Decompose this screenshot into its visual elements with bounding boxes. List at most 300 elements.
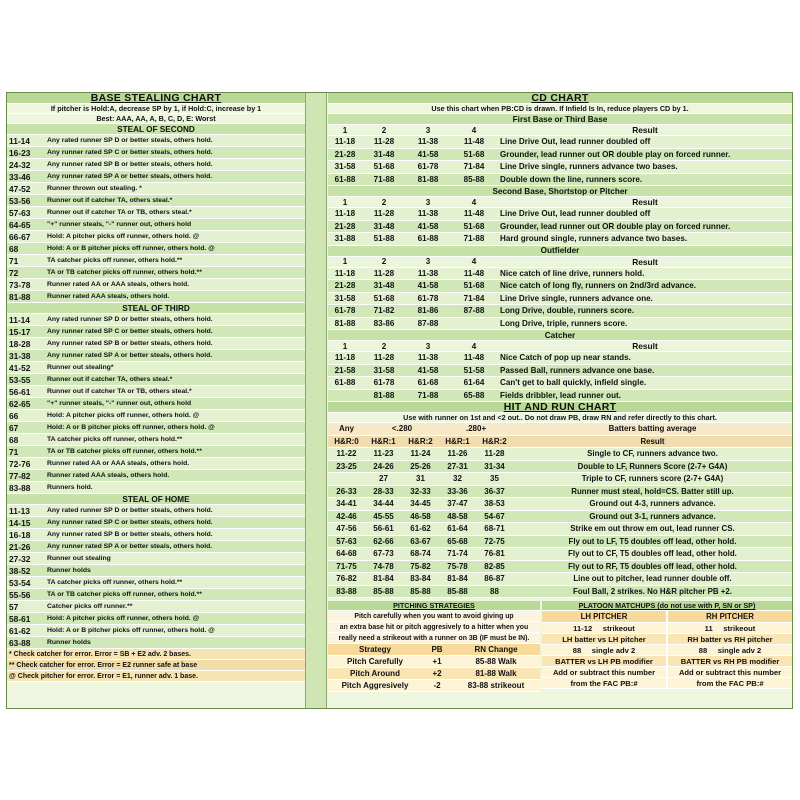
- lh-pitcher-label: LH PITCHER: [580, 612, 628, 621]
- rh-pitcher-label: RH PITCHER: [706, 612, 754, 621]
- cd-col-header: 4: [471, 257, 477, 266]
- cd-col-header: 4: [471, 341, 477, 351]
- pitching-text-2: an extra base hit or pitch aggresively to a hitter when you: [328, 622, 540, 633]
- pitching-strategy: Pitch Carefully: [346, 657, 403, 666]
- cd-result: Passed Ball, runners advance one base.: [500, 365, 655, 375]
- hr-cell: 71-75: [336, 561, 357, 571]
- cd-col-header: 2: [381, 257, 387, 266]
- platoon-headers: [542, 611, 792, 623]
- cd-cell: 11-38: [417, 137, 439, 147]
- steal-row: [7, 279, 305, 291]
- hr-cell: 34-44: [373, 499, 394, 509]
- cd-cell: 51-68: [373, 293, 395, 303]
- cd-cell: 81-88: [417, 174, 439, 184]
- cd-cell: 11-38: [417, 353, 439, 363]
- right-column: [328, 93, 792, 708]
- steal-result: Runner thrown out stealing. *: [47, 185, 142, 192]
- steal-row: [7, 410, 305, 422]
- pitching-header-strategy: Strategy: [358, 645, 391, 654]
- cd-cell: 61-78: [417, 162, 439, 172]
- hr-cell: 45-55: [373, 511, 394, 521]
- steal-row: [7, 171, 305, 183]
- cd-cell: 51-58: [463, 365, 485, 375]
- steal-row: [7, 231, 305, 243]
- hr-cell: 56-61: [373, 524, 394, 534]
- hr-cell: 27-31: [447, 461, 468, 471]
- pitching-rn-change: 81-88 Walk: [475, 669, 517, 678]
- pitching-rn-change: 83-88 strikeout: [467, 681, 525, 690]
- steal-result: Runner out stealing*: [47, 364, 114, 371]
- steal-result: Any rated runner SP D or better steals, others hold.: [47, 137, 213, 144]
- cd-col-header: 3: [425, 197, 431, 207]
- roll-range: 55-56: [9, 589, 31, 600]
- roll-range: 73-78: [9, 279, 31, 290]
- pitching-strategy: Pitch Around: [350, 669, 400, 678]
- pitching-title: PITCHING STRATEGIES: [328, 601, 540, 611]
- steal-result: Hold: A pitcher picks off runner, others hold. @: [47, 615, 200, 622]
- hr-result: Fly out to LF, T5 doubles off lead, other hold.: [568, 536, 737, 546]
- pitching-text-3: really need a strikeout with a runner on 3B (IF must be IN).: [328, 633, 540, 644]
- roll-range: 64-65: [9, 219, 31, 230]
- hr-cell: 83-88: [336, 586, 357, 596]
- steal-row: [7, 553, 305, 565]
- cd-cell: 11-48: [463, 209, 485, 219]
- strategy-chart-sheet: [6, 92, 793, 709]
- cd-cell: 31-48: [373, 221, 395, 231]
- roll-range: 58-61: [9, 613, 31, 624]
- footnote-single: * Check catcher for error. Error = SB + E2 adv. 2 bases.: [7, 649, 305, 660]
- steal-result: Any runner rated SP C or better steals, others hold.: [47, 328, 213, 335]
- cd-chart-table: [328, 114, 792, 402]
- cd-result-header: Result: [632, 125, 658, 135]
- steal-row: [7, 338, 305, 350]
- steal-row: [7, 422, 305, 434]
- base-stealing-subtitle: If pitcher is Hold:A, decrease SP by 1, if Hold:C, increase by 1: [7, 104, 305, 114]
- rh-modifier: BATTER vs RH PB modifier: [680, 656, 780, 666]
- roll-range: 72: [9, 267, 19, 278]
- cd-row: [328, 221, 792, 234]
- cd-cell: 11-48: [463, 353, 485, 363]
- cd-cell: 11-18: [334, 137, 356, 147]
- cd-row: [328, 305, 792, 318]
- cd-column-headers: [328, 125, 792, 136]
- cd-row: [328, 174, 792, 187]
- cd-cell: 85-88: [463, 174, 485, 184]
- hr-cell: 62-66: [373, 536, 394, 546]
- cd-row: [328, 161, 792, 174]
- cd-col-header: 1: [342, 197, 348, 207]
- steal-result: Runner out if catcher TA, others steal.*: [47, 197, 173, 204]
- rh-from-fac: from the FAC PB:#: [696, 678, 764, 688]
- hr-cell: 85-88: [373, 586, 394, 596]
- cd-cell: 41-58: [417, 365, 439, 375]
- platoon-row-2: [542, 634, 792, 645]
- hr-result: Single to CF, runners advance two.: [587, 449, 718, 459]
- steal-row: [7, 565, 305, 577]
- roll-range: 71: [9, 446, 19, 457]
- roll-range: 56-61: [9, 386, 31, 397]
- hr-cell: 23-25: [336, 461, 357, 471]
- cd-cell: 61-88: [334, 174, 356, 184]
- roll-range: 24-32: [9, 159, 31, 170]
- cd-cell: 61-78: [373, 378, 395, 388]
- hr-result: Runner must steal, hold=CS. Batter still up.: [571, 486, 734, 496]
- steal-second-rows: [7, 135, 305, 303]
- steal-row: [7, 219, 305, 231]
- steal-row: [7, 398, 305, 410]
- steal-result: Any runner rated SP A or better steals, others hold.: [47, 352, 213, 359]
- hr-header-4: H&R:2: [482, 436, 507, 446]
- cd-cell: 51-68: [463, 281, 485, 291]
- roll-range: 62-65: [9, 398, 31, 409]
- roll-range: 71: [9, 255, 19, 266]
- cd-col-header: 2: [381, 125, 387, 135]
- pitching-row: [328, 668, 540, 680]
- steal-row: [7, 350, 305, 362]
- cd-cell: 61-78: [417, 293, 439, 303]
- hr-cell: 65-68: [447, 536, 468, 546]
- cd-cell: 51-68: [463, 221, 485, 231]
- steal-result: Runner rated AA or AAA steals, others hold.: [47, 281, 190, 288]
- steal-row: [7, 326, 305, 338]
- pitching-row: [328, 680, 540, 692]
- roll-range: 11-14: [9, 314, 30, 325]
- hr-cell: 57-63: [336, 536, 357, 546]
- platoon-row-6: [542, 678, 792, 689]
- cd-cell: 81-88: [373, 390, 395, 400]
- steal-result: TA or TB catcher picks off runner, others hold.**: [47, 591, 202, 598]
- cd-cell: 41-58: [417, 221, 439, 231]
- pitching-headers: [328, 644, 540, 656]
- hr-cell: 88: [490, 586, 499, 596]
- cd-cell: 61-64: [463, 378, 485, 388]
- hr-result: Fly out to CF, T5 doubles off lead, other hold.: [568, 549, 737, 559]
- cd-result: Fields dribbler, lead runner out.: [500, 390, 621, 400]
- roll-range: 14-15: [9, 517, 31, 528]
- cd-cell: 61-78: [334, 306, 356, 316]
- roll-range: 57: [9, 601, 19, 612]
- cd-cell: 31-48: [373, 281, 395, 291]
- cd-cell: 11-38: [417, 209, 439, 219]
- cd-col-header: 2: [381, 197, 387, 207]
- pitching-pb: +2: [432, 669, 442, 678]
- lh-matchup: LH batter vs LH pitcher: [562, 634, 646, 644]
- hr-cell: 31-34: [484, 461, 505, 471]
- hit-and-run-row: [328, 511, 792, 524]
- hr-cell: 54-67: [484, 511, 505, 521]
- cd-result: Line Drive single, runners advance two bases.: [500, 162, 678, 172]
- hr-header-result: Result: [640, 436, 665, 446]
- cd-cell: 31-88: [334, 234, 356, 244]
- hr-cell: 11-23: [373, 449, 394, 459]
- hr-result: Foul Ball, 2 strikes. No H&R pitcher PB +2.: [573, 586, 732, 596]
- hr-result: Strike em out throw em out, lead runner CS.: [570, 524, 735, 534]
- hr-cell: 11-26: [447, 449, 468, 459]
- pitching-strategy: Pitch Aggresively: [341, 681, 409, 690]
- pitching-pb: -2: [433, 681, 441, 690]
- platoon-row-4: [542, 656, 792, 667]
- steal-result: Runner rated AAA steals, others hold.: [47, 293, 170, 300]
- hit-and-run-row: [328, 573, 792, 586]
- steal-row: [7, 601, 305, 613]
- cd-cell: 71-82: [373, 306, 395, 316]
- column-divider: [305, 93, 327, 708]
- steal-result: Any runner rated SP B or better steals, others hold.: [47, 161, 213, 168]
- hit-and-run-row: [328, 523, 792, 536]
- roll-range: 81-88: [9, 291, 31, 302]
- pitching-header-pb: PB: [431, 645, 443, 654]
- hit-and-run-row: [328, 448, 792, 461]
- cd-cell: 71-88: [373, 174, 395, 184]
- hr-cell: 75-78: [447, 561, 468, 571]
- base-stealing-ratings: Best: AAA, AA, A, B, C, D, E: Worst: [7, 114, 305, 124]
- cd-cell: 51-68: [373, 162, 395, 172]
- lh-strikeout: 11-12 strikeout: [573, 623, 635, 633]
- steal-row: [7, 362, 305, 374]
- cd-result: Line Drive single, runners advance one.: [500, 293, 653, 303]
- steal-result: "+" runner steals, "-" runner out, others hold: [47, 400, 192, 407]
- hr-cell: 75-82: [410, 561, 431, 571]
- cd-row: [328, 149, 792, 162]
- steal-result: Runner holds: [47, 567, 91, 574]
- hr-header-0: H&R:0: [334, 436, 359, 446]
- cd-cell: 21-28: [334, 149, 356, 159]
- cd-cell: 21-28: [334, 281, 356, 291]
- steal-result: TA or TB catcher picks off runner, others hold.**: [47, 269, 202, 276]
- hr-cell: 35: [490, 474, 499, 484]
- hr-cell: 81-84: [447, 574, 468, 584]
- cd-cell: 11-18: [334, 353, 356, 363]
- steal-home-rows: [7, 505, 305, 649]
- steal-result: Any rated runner SP D or better steals, others hold.: [47, 316, 213, 323]
- hr-cell: 25-26: [410, 461, 431, 471]
- cd-chart-title: CD CHART: [328, 93, 792, 104]
- group-batting-average: Batters batting average: [608, 424, 697, 434]
- cd-row: [328, 377, 792, 390]
- steal-result: Hold: A pitcher picks off runner, others hold. @: [47, 412, 200, 419]
- hr-cell: 11-22: [336, 449, 357, 459]
- steal-result: Hold: A or B pitcher picks off runner, others hold. @: [47, 245, 215, 252]
- hr-cell: 76-82: [336, 574, 357, 584]
- cd-cell: 31-58: [373, 365, 395, 375]
- steal-row: [7, 541, 305, 553]
- steal-row: [7, 517, 305, 529]
- roll-range: 67: [9, 422, 19, 433]
- bottom-panels: [328, 601, 792, 708]
- roll-range: 16-18: [9, 529, 31, 540]
- roll-range: 41-52: [9, 362, 31, 373]
- cd-row: [328, 390, 792, 403]
- hr-cell: 27: [379, 474, 388, 484]
- steal-row: [7, 625, 305, 637]
- hit-and-run-title: HIT AND RUN CHART: [328, 402, 792, 413]
- steal-row: [7, 446, 305, 458]
- roll-range: 57-63: [9, 207, 31, 218]
- base-stealing-title: BASE STEALING CHART: [7, 93, 305, 104]
- hr-cell: 28-33: [373, 486, 394, 496]
- cd-column-headers: [328, 257, 792, 268]
- steal-row: [7, 505, 305, 517]
- hr-cell: 63-67: [410, 536, 431, 546]
- hr-cell: 46-58: [410, 511, 431, 521]
- steal-row: [7, 482, 305, 494]
- lh-add-subtract: Add or subtract this number: [552, 667, 656, 677]
- hr-header-1: H&R:1: [371, 436, 396, 446]
- cd-col-header: 3: [425, 341, 431, 351]
- platoon-row-1: [542, 623, 792, 634]
- cd-cell: 71-88: [417, 390, 439, 400]
- steal-result: Runner rated AAA steals, others hold.: [47, 472, 170, 479]
- hr-cell: 48-58: [447, 511, 468, 521]
- cd-section-label: Catcher: [328, 330, 792, 341]
- steal-row: [7, 589, 305, 601]
- cd-cell: 71-88: [463, 234, 485, 244]
- hit-and-run-row: [328, 561, 792, 574]
- cd-column-headers: [328, 197, 792, 208]
- lh-single: 88 single adv 2: [572, 645, 636, 655]
- pitching-text-1: Pitch carefully when you want to avoid giving up: [328, 611, 540, 622]
- cd-cell: 31-58: [334, 293, 356, 303]
- steal-result: Hold: A or B pitcher picks off runner, others hold. @: [47, 627, 215, 634]
- hr-cell: 47-56: [336, 524, 357, 534]
- hit-and-run-row: [328, 498, 792, 511]
- steal-row: [7, 470, 305, 482]
- steal-third-rows: [7, 314, 305, 494]
- pitching-header-rn: RN Change: [474, 645, 518, 654]
- cd-section-label: First Base or Third Base: [328, 114, 792, 125]
- hr-cell: 81-84: [373, 574, 394, 584]
- steal-row: [7, 267, 305, 279]
- hr-cell: 64-68: [336, 549, 357, 559]
- roll-range: 15-17: [9, 326, 31, 337]
- hit-and-run-row: [328, 586, 792, 599]
- cd-cell: 51-88: [373, 234, 395, 244]
- steal-row: [7, 374, 305, 386]
- hr-cell: 32-33: [410, 486, 431, 496]
- cd-result: Nice Catch of pop up near stands.: [500, 353, 631, 363]
- rh-strikeout: 11 strikeout: [704, 623, 756, 633]
- cd-row: [328, 280, 792, 293]
- cd-result: Grounder, lead runner out OR double play on forced runner.: [500, 149, 731, 159]
- steal-result: Any runner rated SP B or better steals, others hold.: [47, 340, 213, 347]
- hr-cell: 11-28: [484, 449, 505, 459]
- steal-row: [7, 577, 305, 589]
- lh-from-fac: from the FAC PB:#: [570, 678, 638, 688]
- steal-row: [7, 255, 305, 267]
- roll-range: 21-26: [9, 541, 31, 552]
- cd-result: Long Drive, double, runners score.: [500, 306, 635, 316]
- roll-range: 16-23: [9, 147, 31, 158]
- cd-cell: 41-58: [417, 149, 439, 159]
- platoon-matchups: [542, 601, 792, 708]
- cd-column-headers: [328, 341, 792, 352]
- cd-row: [328, 352, 792, 365]
- hr-cell: 34-45: [410, 499, 431, 509]
- platoon-title: PLATOON MATCHUPS (do not use with P, SN or SP): [542, 601, 792, 611]
- roll-range: 53-56: [9, 195, 31, 206]
- roll-range: 47-52: [9, 183, 31, 194]
- roll-range: 11-13: [9, 505, 30, 516]
- cd-cell: 11-28: [373, 137, 395, 147]
- cd-result: Grounder, lead runner out OR double play on forced runner.: [500, 221, 731, 231]
- steal-row: [7, 195, 305, 207]
- cd-cell: 83-86: [373, 318, 395, 328]
- hit-and-run-row: [328, 486, 792, 499]
- hr-cell: 83-84: [410, 574, 431, 584]
- hr-cell: 32: [453, 474, 462, 484]
- roll-range: 66-67: [9, 231, 31, 242]
- cd-cell: 31-48: [373, 149, 395, 159]
- steal-row: [7, 529, 305, 541]
- steal-result: TA catcher picks off runner, others hold.**: [47, 579, 183, 586]
- cd-cell: 11-48: [463, 268, 485, 278]
- cd-chart-subtitle: Use this chart when PB:CD is drawn. If Infield Is In, reduce players CD by 1.: [328, 104, 792, 114]
- cd-cell: 61-88: [334, 378, 356, 388]
- hr-header-3: H&R:1: [445, 436, 470, 446]
- cd-cell: 61-68: [417, 378, 439, 388]
- roll-range: 68: [9, 434, 19, 445]
- cd-cell: 81-86: [417, 306, 439, 316]
- steal-second-header: STEAL OF SECOND: [7, 124, 305, 135]
- cd-row: [328, 293, 792, 306]
- roll-range: 31-38: [9, 350, 31, 361]
- steal-result: Hold: A pitcher picks off runner, others hold. @: [47, 233, 200, 240]
- cd-col-header: 1: [342, 125, 348, 135]
- pitching-pb: +1: [432, 657, 442, 666]
- platoon-row-5: [542, 667, 792, 678]
- roll-range: 53-55: [9, 374, 31, 385]
- cd-result: Double down the line, runners score.: [500, 174, 643, 184]
- hit-and-run-subtitle: Use with runner on 1st and <2 out.. Do not draw PB, draw RN and refer directly to this chart.: [328, 413, 792, 423]
- cd-cell: 11-28: [373, 353, 395, 363]
- hit-and-run-headers: [328, 436, 792, 449]
- roll-range: 38-52: [9, 565, 31, 576]
- cd-cell: 11-18: [334, 209, 356, 219]
- group-under-280: <.280: [391, 424, 413, 434]
- steal-result: TA catcher picks off runner, others hold.**: [47, 257, 183, 264]
- steal-third-header: STEAL OF THIRD: [7, 303, 305, 314]
- cd-col-header: 2: [381, 341, 387, 351]
- cd-cell: 11-28: [373, 209, 395, 219]
- hr-cell: 38-53: [484, 499, 505, 509]
- pitching-rows: [328, 656, 540, 692]
- hr-result: Triple to CF, runners score (2-7+ G4A): [581, 474, 724, 484]
- cd-cell: 11-18: [334, 268, 356, 278]
- cd-col-header: 3: [425, 257, 431, 266]
- hr-cell: 85-88: [447, 586, 468, 596]
- hr-result: Ground out 3-1, runners advance.: [589, 511, 716, 521]
- hr-cell: 72-75: [484, 536, 505, 546]
- cd-row: [328, 136, 792, 149]
- cd-result: Hard ground single, runners advance two bases.: [500, 234, 688, 244]
- roll-range: 72-76: [9, 458, 31, 469]
- cd-result: Long Drive, triple, runners score.: [500, 318, 628, 328]
- steal-row: [7, 243, 305, 255]
- steal-row: [7, 386, 305, 398]
- hit-and-run-row: [328, 473, 792, 486]
- steal-result: Hold: A or B pitcher picks off runner, others hold. @: [47, 424, 215, 431]
- group-over-280: .280+: [465, 424, 487, 434]
- cd-col-header: 4: [471, 125, 477, 135]
- hr-cell: 34-41: [336, 499, 357, 509]
- hr-cell: 11-24: [410, 449, 431, 459]
- cd-cell: 21-58: [334, 365, 356, 375]
- hr-cell: 82-85: [484, 561, 505, 571]
- steal-row: [7, 147, 305, 159]
- hr-cell: 31: [416, 474, 425, 484]
- cd-col-header: 1: [342, 257, 348, 266]
- cd-result: Nice catch of line drive, runners hold.: [500, 268, 645, 278]
